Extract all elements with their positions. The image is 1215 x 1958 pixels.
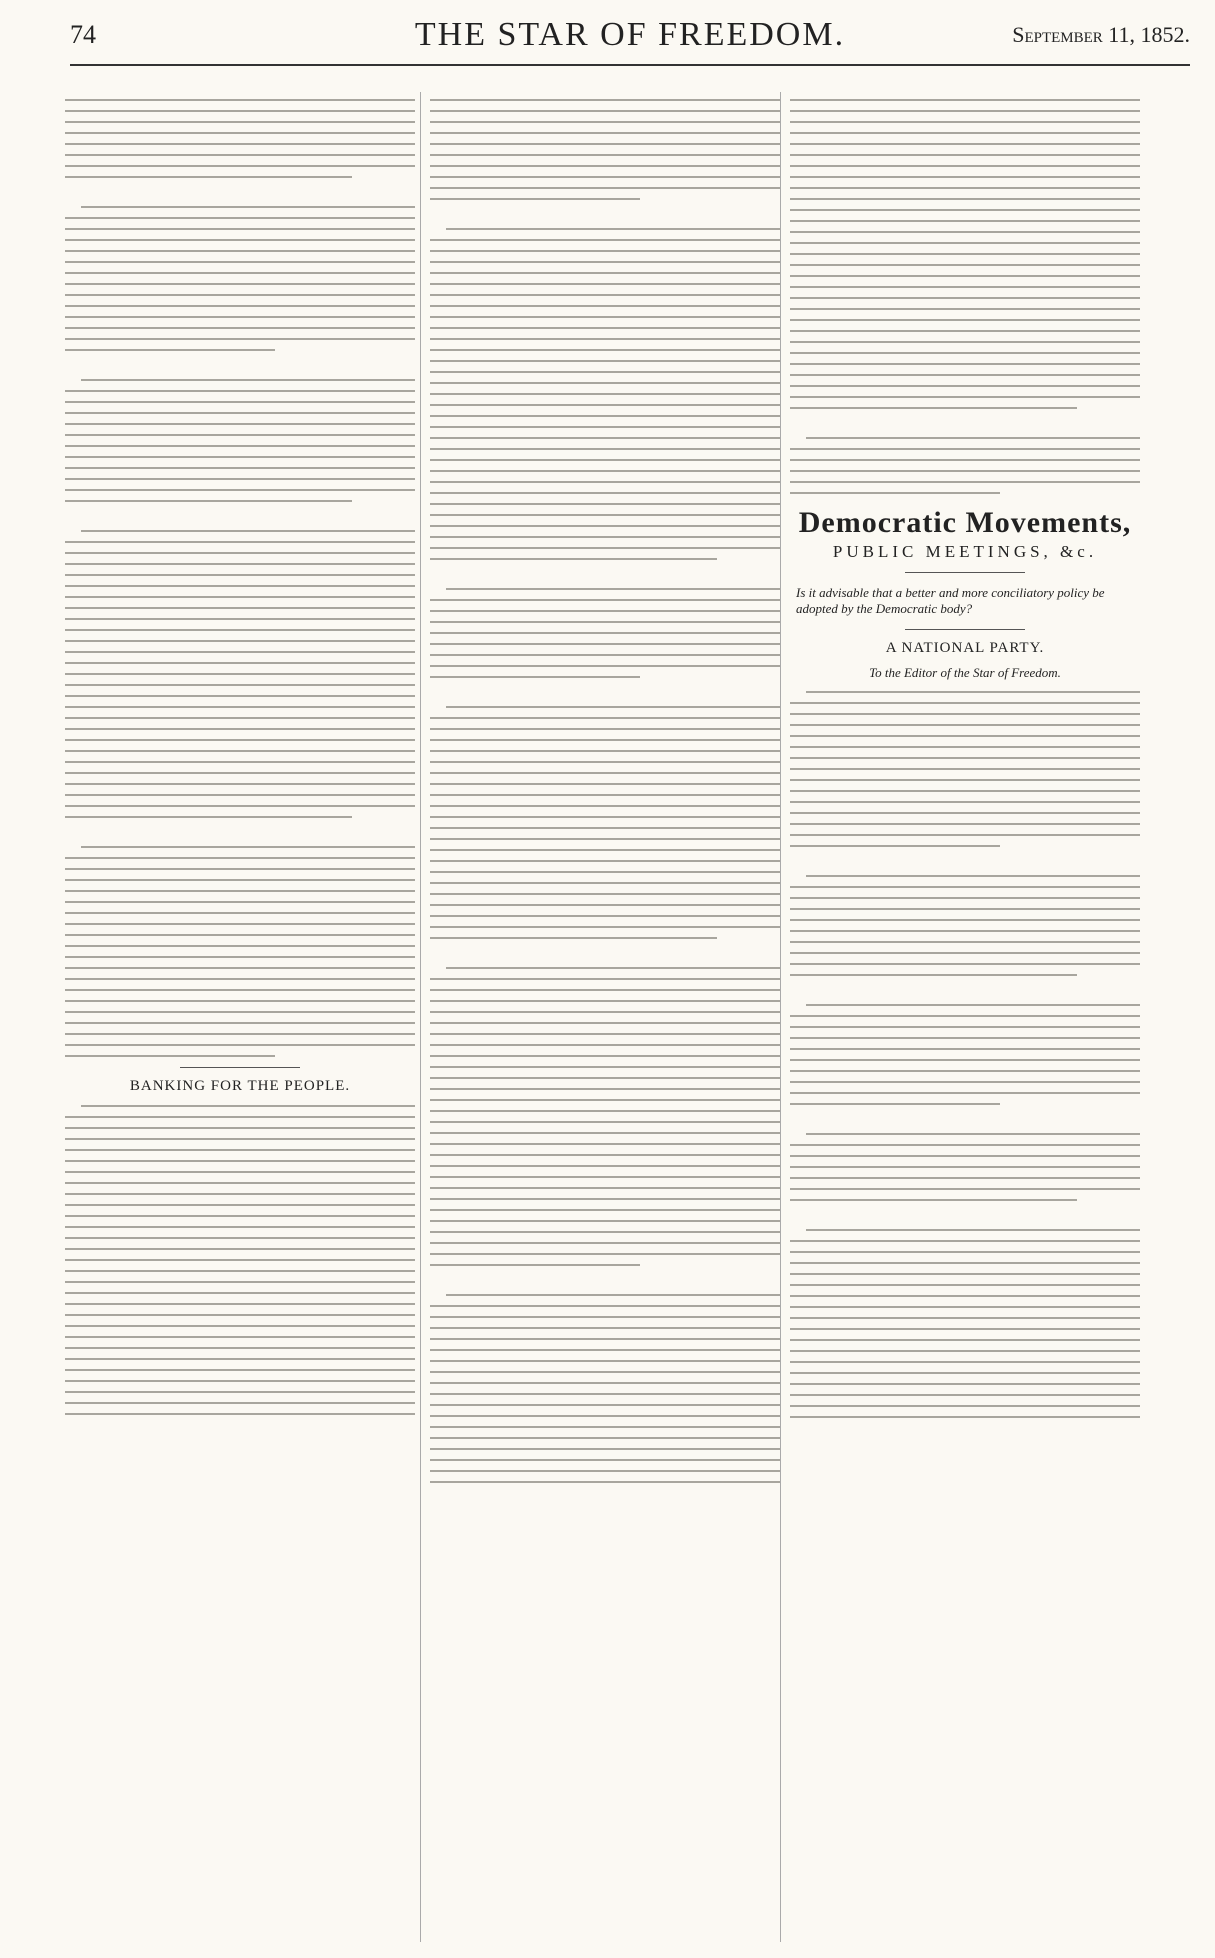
- article-body-continued: [430, 99, 780, 1483]
- page-number: 74: [70, 20, 96, 49]
- column-3: [790, 90, 1140, 1950]
- article-body: [65, 99, 415, 1057]
- masthead: [70, 12, 1190, 82]
- column-1: [65, 90, 415, 1950]
- section-divider-2: [905, 572, 1025, 573]
- national-party-heading: A NATIONAL PARTY.: [885, 640, 1045, 656]
- column-divider-1: [420, 92, 421, 1942]
- public-meetings-subheading: PUBLIC MEETINGS, &c.: [832, 542, 1098, 561]
- banking-heading: BANKING FOR THE PEOPLE.: [129, 1078, 351, 1094]
- section-divider-3: [905, 629, 1025, 630]
- banking-article-continued: [790, 99, 1140, 494]
- section-divider: [180, 1067, 300, 1068]
- editor-address: To the Editor of the Star of Freedom.: [869, 665, 1061, 680]
- masthead-rule: [70, 64, 1190, 66]
- democratic-movements-heading: Democratic Movements,: [798, 506, 1132, 539]
- column-divider-2: [780, 92, 781, 1942]
- letter-body: [790, 691, 1140, 1418]
- issue-date: September 11, 1852.: [1012, 22, 1190, 47]
- banking-article-body: [65, 1105, 415, 1415]
- policy-question: Is it advisable that a better and more conciliatory policy be adopted by the Democratic body?: [796, 585, 1105, 616]
- newspaper-title: THE STAR OF FREEDOM.: [414, 16, 846, 53]
- column-2: [430, 90, 780, 1950]
